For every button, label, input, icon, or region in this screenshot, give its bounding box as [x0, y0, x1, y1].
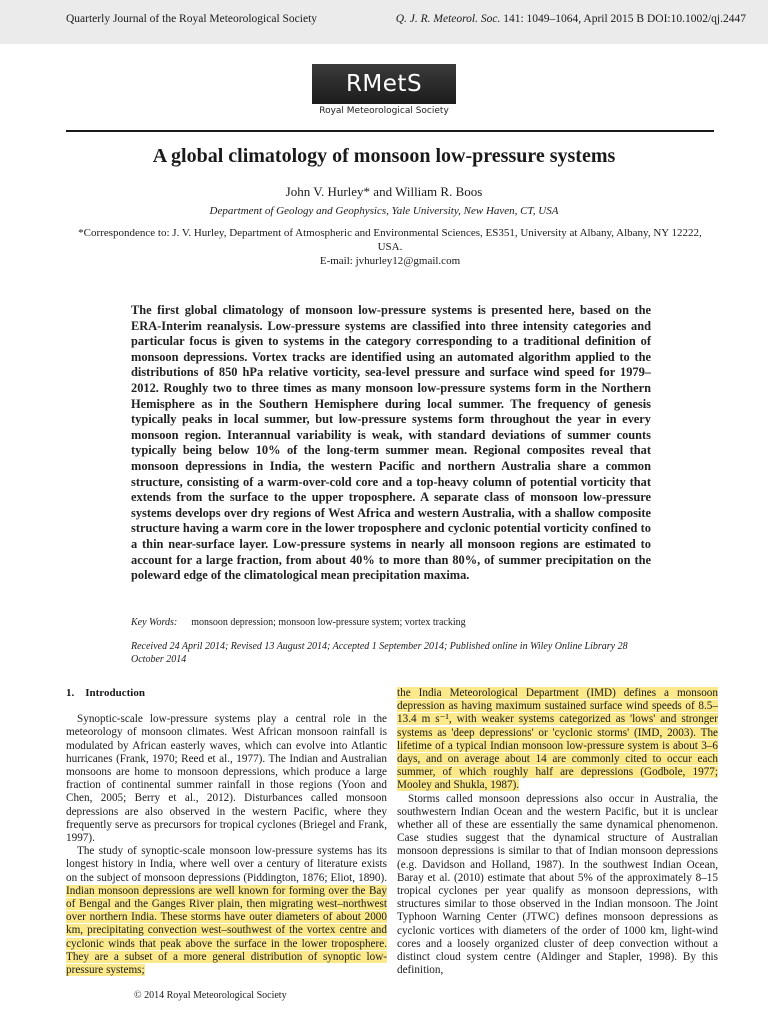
- copyright-footer: © 2014 Royal Meteorological Society: [134, 990, 287, 1001]
- rmets-logo: [312, 64, 456, 120]
- citation: [396, 13, 746, 25]
- paragraph-text: The study of synoptic-scale monsoon low-pressure systems has its longest history in India, where well over a century of literature exists on the subject of monsoon depressions (Piddington, 1876; Eliot, 1890).: [66, 845, 387, 884]
- body-paragraph: Synoptic-scale low-pressure systems play a central role in the meteorology of monsoon climates. West African monsoon rainfall is modulated by African easterly waves, which can evolve into Atlantic hurricanes (Frank, 1970; Reed et al., 1977). The Indian and Australian monsoons are home to monsoon depressions, which produce a large fraction of continental summer rainfall in those regions (Yoon and Chen, 2005; Berry et al., 2012). Disturbances called monsoon depressions are also observed in the western Pacific, where they frequently serve as precursors for tropical cyclones (Briegel and Frank, 1997).: [66, 713, 387, 845]
- highlighted-text: the India Meteorological Department (IMD) defines a monsoon depression as having maximum sustained surface wind speeds of 8.5–13.4 m s⁻¹, with weaker systems categorized as 'lows' and stronger systems as 'deep depressions' or 'cyclonic storms' (IMD, 2003). The lifetime of a typical Indian monsoon low-pressure system is about 3–6 days, and on average about 14 are commonly cited to occur each summer, of which roughly half are depressions (Godbole, 1977; Mooley and Shukla, 1987).: [397, 687, 718, 792]
- keywords-line: [131, 617, 651, 628]
- body-paragraph: [66, 845, 387, 977]
- correspondence-block: [66, 226, 714, 268]
- logo-subtitle: Royal Meteorological Society: [319, 106, 449, 116]
- keywords-label: Key Words:: [131, 617, 178, 628]
- article-title: A global climatology of monsoon low-pressure systems: [152, 145, 616, 167]
- keywords-text: monsoon depression; monsoon low-pressure system; vortex tracking: [191, 617, 466, 628]
- body-paragraph: Storms called monsoon depressions also occur in Australia, the southwestern Indian Ocean and the western Pacific, but it is unclear whether all of these are essentially the same dynamical phenomenon. Case studies suggest that the dynamical structure of Australian monsoon depressions is similar to that of Indian monsoon depressions (e.g. Davidson and Holland, 1987). In the southwest Indian Ocean, Baray et al. (2010) estimate that about 5% of the approximately 8–15 tropical cyclones per year qualify as monsoon depressions, with structures similar to those observed in the Indian monsoon. The Joint Typhoon Warning Center (JTWC) defines monsoon depressions as cyclonic vortices with diameters of the order of 1000 km, light-wind cores and a loosely organized cluster of deep convection without a distinct cloud system centre (Aldinger and Stapler, 1998). By this definition,: [397, 792, 718, 977]
- body-column-right: [397, 687, 718, 977]
- correspondence-address: *Correspondence to: J. V. Hurley, Department of Atmospheric and Environmental Sciences, ES351, University at Albany, Albany, NY 12222, USA.: [78, 227, 702, 253]
- citation-details: 141: 1049–1064, April 2015 B DOI:10.1002/qj.2447: [500, 13, 746, 25]
- publication-history: Received 24 April 2014; Revised 13 August 2014; Accepted 1 September 2014; Published online in Wiley Online Library 28 October 2014: [131, 641, 628, 665]
- article-authors: John V. Hurley* and William R. Boos: [285, 184, 483, 199]
- author-affiliation: Department of Geology and Geophysics, Yale University, New Haven, CT, USA: [209, 205, 559, 217]
- correspondence-email: E-mail: jvhurley12@gmail.com: [319, 255, 461, 267]
- journal-header-bar: [0, 0, 768, 44]
- logo-text: RMetS: [345, 71, 423, 97]
- abstract: The first global climatology of monsoon low-pressure systems is presented here, based on the ERA-Interim reanalysis. Low-pressure systems are classified into three intensity categories and particular focus is given to systems in the category corresponding to a traditional definition of monsoon depressions. Vortex tracks are identified using an automated algorithm applied to the distributions of 850 hPa relative vorticity, sea-level pressure and surface wind speed for 1979–2012. Roughly two to three times as many monsoon low-pressure systems form in the Northern Hemisphere as in the Southern Hemisphere during local summer. The frequency of genesis typically peaks in local summer, but low-pressure systems form throughout the year in every monsoon region. Interannual variability is weak, with standard deviations of summer counts typically being below 10% of the long-term summer mean. Regional composites reveal that monsoon depressions in India, the western Pacific and northern Australia share a common structure, consisting of a warm-over-cold core and a top-heavy column of potential vorticity that extends from the surface to the upper troposphere. A separate class of monsoon low-pressure systems develops over dry regions of West Africa and western Australia, with a shallow composite structure having a warm core in the lower troposphere and cyclonic potential vorticity confined to a thin near-surface layer. Low-pressure systems in nearly all monsoon regions are estimated to account for a large fraction, from about 40% to more than 80%, of summer precipitation on the poleward edge of the climatological mean precipitation maxima.: [131, 303, 651, 583]
- journal-name: Quarterly Journal of the Royal Meteorological Society: [66, 13, 318, 25]
- section-heading-introduction: 1. Introduction: [66, 687, 145, 699]
- highlighted-text: Indian monsoon depressions are well known for forming over the Bay of Bengal and the Ganges River plain, then migrating west–northwest over northern India. These storms have outer diameters of about 2000 km, precipitating convection west–southwest of the vortex centre and cyclonic winds that peak above the surface in the lower troposphere. They are a subset of a more general distribution of synoptic low-pressure systems;: [66, 884, 387, 977]
- body-paragraph: [397, 687, 718, 793]
- logo-banner: [312, 64, 456, 104]
- header-rule: [66, 130, 714, 132]
- citation-journal: Q. J. R. Meteorol. Soc.: [395, 13, 501, 25]
- body-column-left: [66, 687, 387, 977]
